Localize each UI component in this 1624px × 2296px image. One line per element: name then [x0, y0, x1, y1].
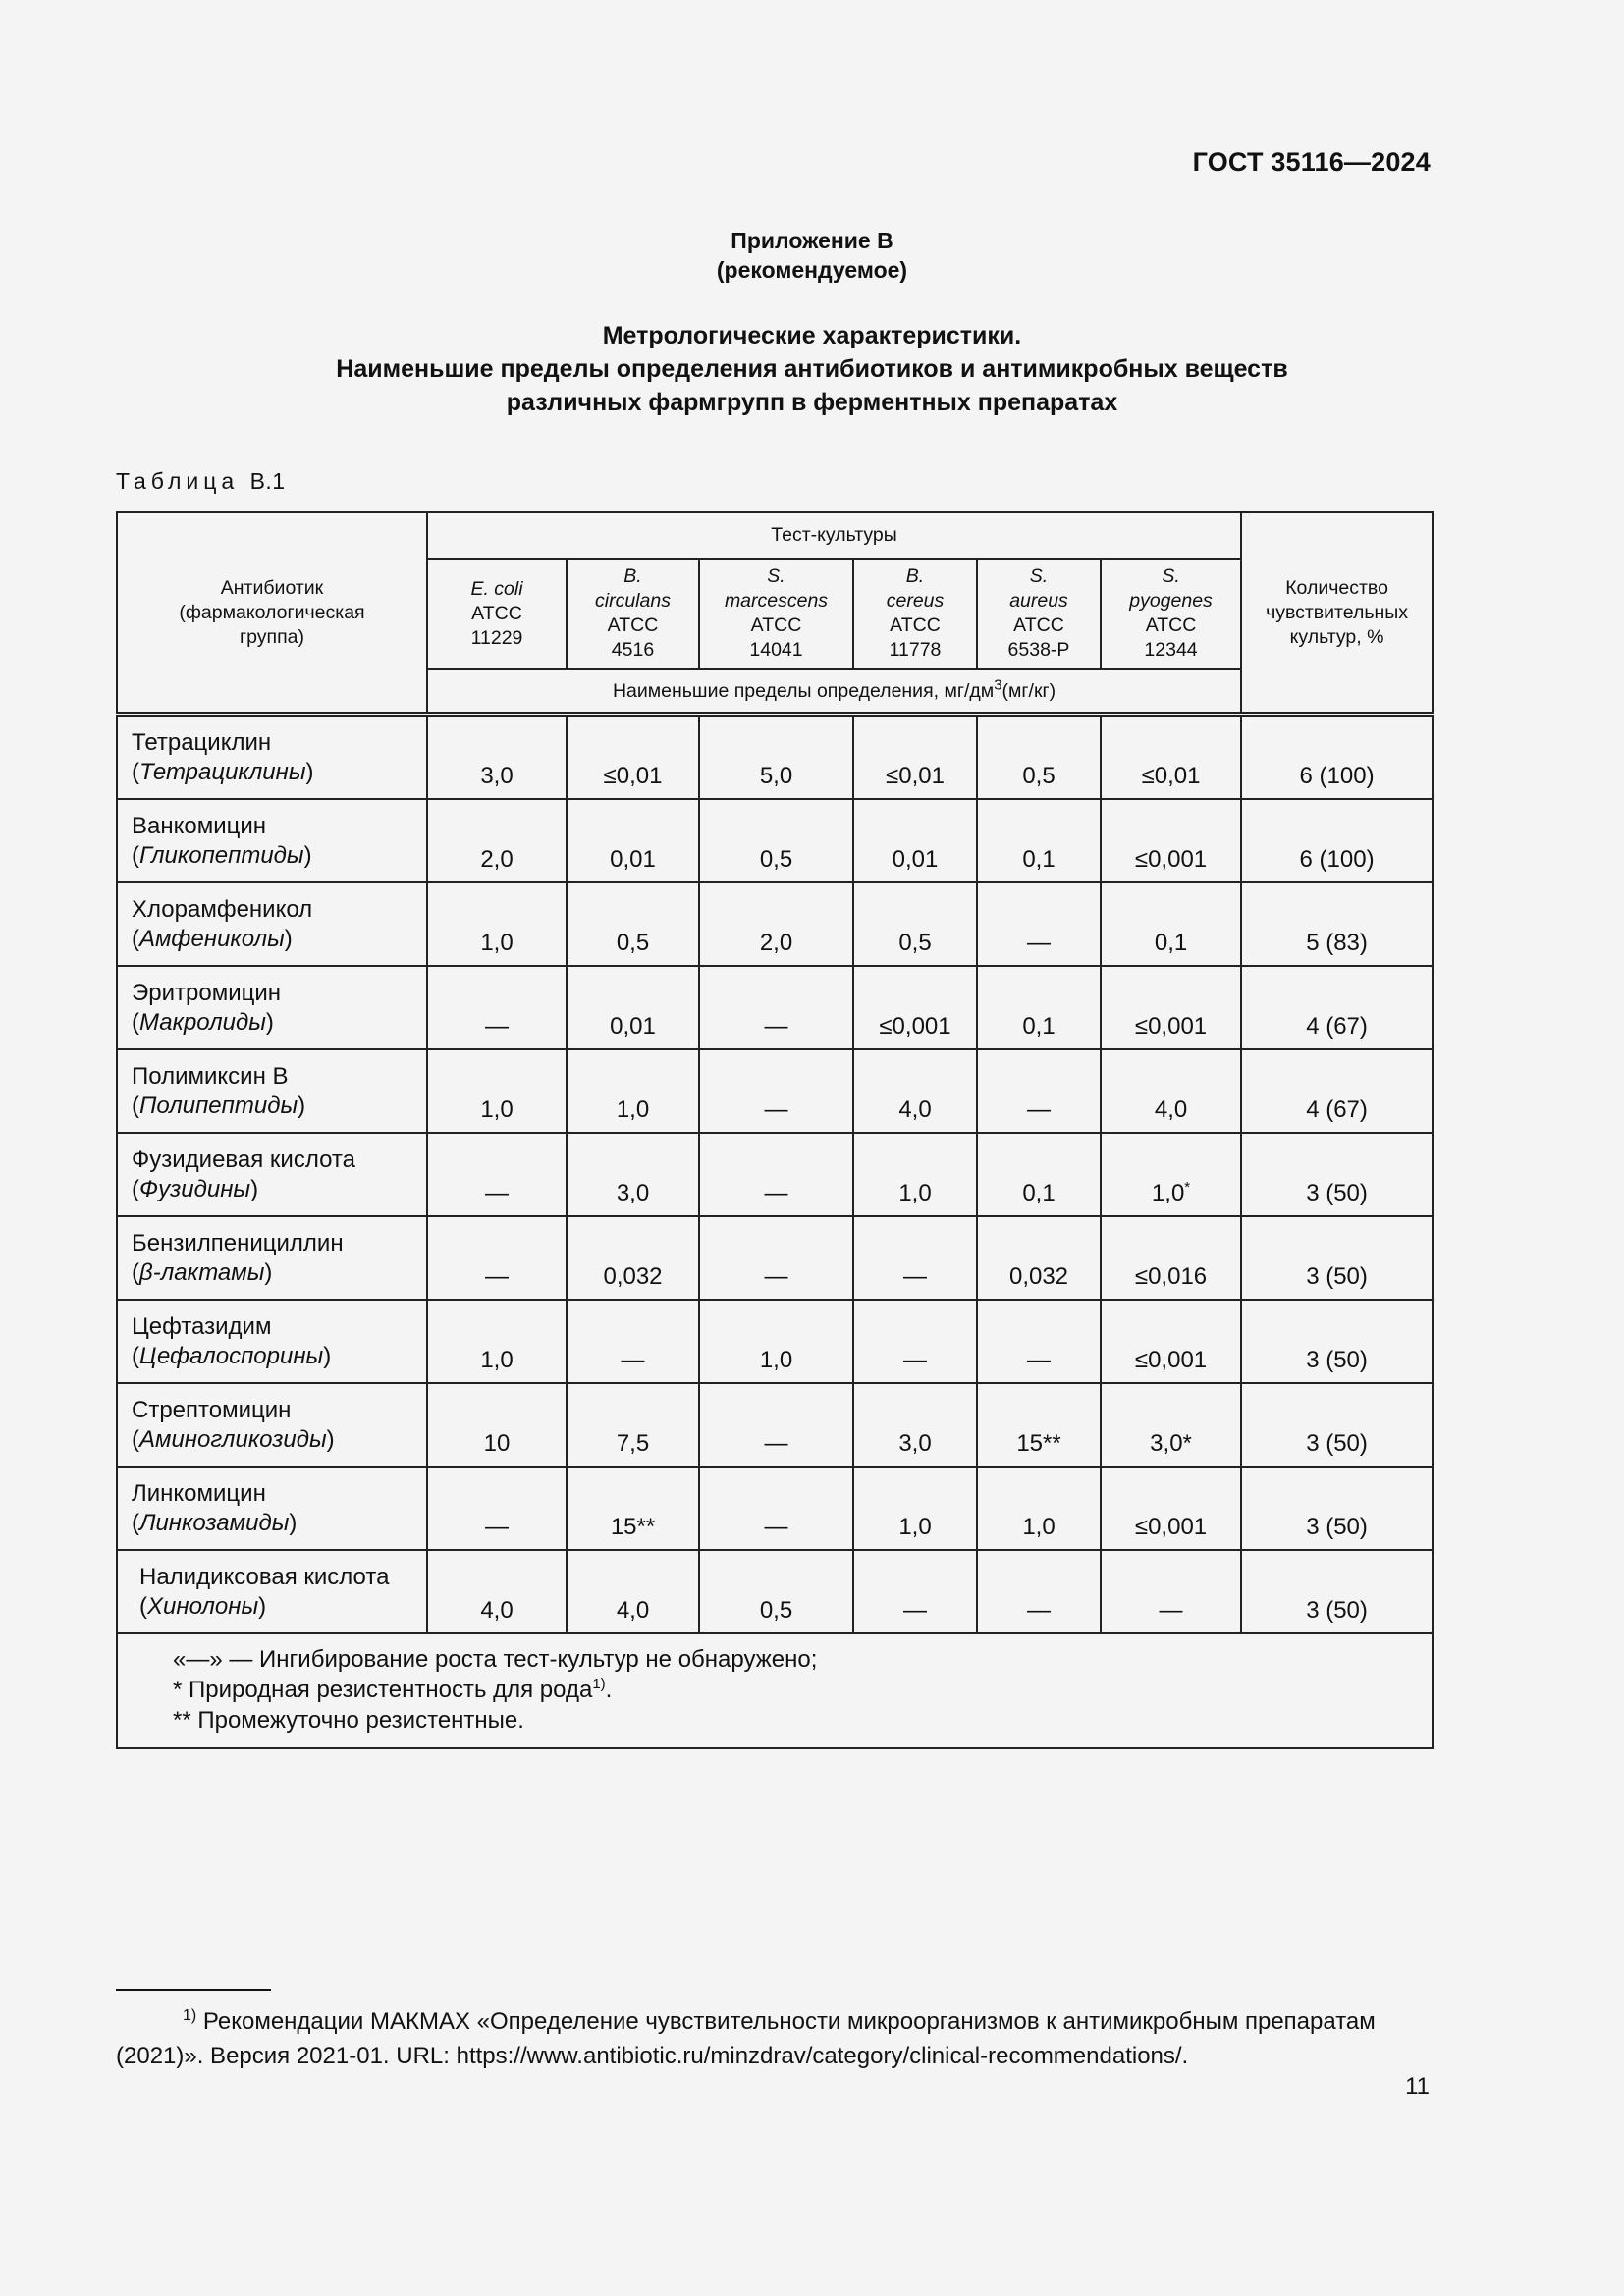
header-test-cultures: Тест-культуры: [427, 512, 1241, 559]
value-cell: [853, 1550, 977, 1633]
value-text: 1,0: [1022, 1514, 1056, 1540]
table-row: [117, 715, 1433, 800]
value-cell: [699, 1049, 853, 1133]
value-text: —: [764, 1180, 788, 1206]
value-cell: [1101, 1383, 1241, 1467]
table-notes-row: [117, 1633, 1433, 1748]
antibiotic-cell: [117, 1383, 427, 1467]
value-text: —: [764, 1514, 788, 1540]
value-cell: [427, 1133, 567, 1216]
value-cell: [853, 1383, 977, 1467]
value-text: 3,0: [616, 1180, 650, 1206]
value-cell: [977, 1133, 1101, 1216]
value-text: —: [1027, 1347, 1051, 1373]
culture-header-0: [427, 559, 567, 669]
value-text: —: [621, 1347, 645, 1373]
antibiotic-table: [116, 511, 1434, 1749]
value-cell: [567, 1550, 699, 1633]
table-row: [117, 1383, 1433, 1467]
value-cell: [977, 1300, 1101, 1383]
value-text: 7,5: [616, 1430, 650, 1457]
table-row: [117, 799, 1433, 882]
value-cell: [699, 799, 853, 882]
culture-atcc: ATCC: [890, 614, 941, 636]
value-cell: [977, 1049, 1101, 1133]
value-cell: [567, 715, 699, 800]
antibiotic-group-name: Хинолоны: [147, 1592, 259, 1620]
value-cell: [427, 1216, 567, 1300]
culture-header-1: [567, 559, 699, 669]
antibiotic-group-name: Линкозамиды: [139, 1509, 290, 1536]
value-text: —: [485, 1180, 509, 1206]
antibiotic-cell: [117, 966, 427, 1049]
value-text: 4,0: [898, 1096, 932, 1123]
count-cell: 4 (67): [1241, 1049, 1433, 1133]
antibiotic-cell: [117, 1133, 427, 1216]
value-cell: [1101, 1300, 1241, 1383]
value-text: 10: [483, 1430, 511, 1457]
antibiotic-cell: [117, 1550, 427, 1633]
antibiotic-cell: [117, 1300, 427, 1383]
value-cell: [1101, 1550, 1241, 1633]
value-cell: [977, 1216, 1101, 1300]
value-cell: [567, 1216, 699, 1300]
culture-header-5: [1101, 559, 1241, 669]
value-cell: [699, 1467, 853, 1550]
table-notes: [117, 1633, 1433, 1748]
value-cell: [853, 1300, 977, 1383]
antibiotic-group-name: Тетрациклины: [139, 758, 306, 785]
count-cell: 3 (50): [1241, 1216, 1433, 1300]
culture-atcc: ATCC: [607, 614, 659, 636]
section-title: [0, 319, 1624, 419]
antibiotic-group: (Цефалоспорины): [132, 1342, 332, 1369]
count-cell: 4 (67): [1241, 966, 1433, 1049]
antibiotic-group: (Полипептиды): [132, 1092, 306, 1119]
appendix-status: (рекомендуемое): [716, 257, 908, 283]
value-cell: [427, 799, 567, 882]
antibiotic-name: Эритромицин: [132, 979, 282, 1006]
value-text: 1,0: [898, 1514, 932, 1540]
value-cell: [1101, 1467, 1241, 1550]
value-cell: [853, 715, 977, 800]
value-text: ≤0,001: [1134, 1013, 1208, 1040]
table-row: [117, 1049, 1433, 1133]
value-text: —: [764, 1430, 788, 1457]
count-cell: 6 (100): [1241, 799, 1433, 882]
culture-genus: S.: [767, 565, 785, 587]
antibiotic-group-name: Аминогликозиды: [139, 1425, 327, 1453]
value-text: —: [1159, 1597, 1183, 1624]
antibiotic-name: Хлорамфеникол: [132, 895, 313, 923]
value-text: —: [903, 1263, 927, 1290]
value-cell: [699, 715, 853, 800]
note-dash: «—» — Ингибирование роста тест-культур не обнаружено;: [173, 1646, 818, 1673]
antibiotic-name: Бензилпенициллин: [132, 1229, 344, 1256]
value-text: 0,032: [1008, 1263, 1069, 1290]
antibiotic-name: Цефтазидим: [132, 1312, 272, 1340]
antibiotic-group-name: Гликопептиды: [139, 841, 304, 869]
culture-genus: S.: [1162, 565, 1180, 587]
value-cell: [853, 1216, 977, 1300]
value-text: —: [485, 1013, 509, 1040]
note-intermediate: ** Промежуточно резистентные.: [173, 1707, 524, 1734]
value-text: ≤0,001: [879, 1013, 951, 1040]
value-cell: [977, 1467, 1101, 1550]
value-cell: [977, 1550, 1101, 1633]
culture-num: 12344: [1144, 639, 1198, 661]
value-cell: [853, 1133, 977, 1216]
culture-atcc: ATCC: [1013, 614, 1064, 636]
antibiotic-group-name: β-лактамы: [139, 1258, 265, 1286]
value-text: —: [903, 1597, 927, 1624]
value-cell: [699, 1133, 853, 1216]
value-text: ≤0,01: [1141, 763, 1201, 789]
culture-num: 4516: [611, 639, 655, 661]
value-text: 4,0: [1154, 1096, 1188, 1123]
antibiotic-group: (Линкозамиды): [132, 1509, 298, 1536]
value-text: 0,1: [1022, 1013, 1056, 1040]
value-text: 1,0: [759, 1347, 793, 1373]
value-cell: [977, 715, 1101, 800]
value-text: 4,0: [616, 1597, 650, 1624]
value-cell: [699, 1300, 853, 1383]
count-cell: 3 (50): [1241, 1383, 1433, 1467]
value-text: 0,1: [1022, 846, 1056, 873]
value-cell: [427, 715, 567, 800]
culture-species: marcescens: [724, 590, 829, 612]
value-cell: [699, 1383, 853, 1467]
antibiotic-cell: [117, 715, 427, 800]
culture-num: 14041: [749, 639, 803, 661]
value-text: 0,5: [898, 930, 932, 956]
value-cell: [1101, 715, 1241, 800]
value-cell: [567, 1383, 699, 1467]
value-text: 1,0: [480, 930, 514, 956]
value-text: 15**: [1016, 1430, 1061, 1457]
value-text: 15**: [610, 1514, 656, 1540]
culture-genus: S.: [1029, 565, 1049, 587]
count-cell: 6 (100): [1241, 715, 1433, 800]
count-cell: 3 (50): [1241, 1300, 1433, 1383]
culture-atcc: ATCC: [1145, 614, 1197, 636]
value-text: 0,5: [759, 846, 793, 873]
value-cell: [699, 882, 853, 966]
table-caption-number: В.1: [249, 468, 286, 494]
antibiotic-group: (Амфениколы): [132, 925, 293, 952]
value-cell: [853, 882, 977, 966]
culture-species: aureus: [1009, 590, 1068, 612]
culture-atcc: ATCC: [471, 602, 522, 624]
count-cell: 5 (83): [1241, 882, 1433, 966]
value-text: —: [764, 1263, 788, 1290]
title-line-2: Наименьшие пределы определения антибиотиков и антимикробных веществ: [336, 355, 1288, 383]
value-text: 0,01: [892, 846, 939, 873]
value-text: 0,5: [759, 1597, 793, 1624]
value-text: ≤0,001: [1134, 1514, 1208, 1540]
value-text: 3,0: [480, 763, 514, 789]
culture-species: cereus: [886, 590, 945, 612]
antibiotic-group: (Тетрациклины): [132, 758, 314, 785]
value-text: 3,0: [898, 1430, 932, 1457]
value-text: 1,0: [898, 1180, 932, 1206]
value-text: —: [903, 1347, 927, 1373]
table-row: [117, 1300, 1433, 1383]
value-cell: [1101, 1049, 1241, 1133]
value-text: 5,0: [759, 763, 793, 789]
antibiotic-group-name: Полипептиды: [139, 1092, 298, 1119]
table-row: [117, 882, 1433, 966]
value-cell: [567, 1467, 699, 1550]
antibiotic-group-name: Амфениколы: [139, 925, 285, 952]
value-cell: [853, 1467, 977, 1550]
page-number: 11: [1405, 2073, 1430, 2100]
title-line-1: Метрологические характеристики.: [602, 322, 1022, 349]
table-row: [117, 1216, 1433, 1300]
antibiotic-group: (Хинолоны): [139, 1592, 267, 1620]
header-antibiotic: Антибиотик (фармакологическая группа): [117, 512, 427, 715]
value-cell: [567, 1133, 699, 1216]
value-cell: [1101, 966, 1241, 1049]
value-text: 0,01: [610, 1013, 656, 1040]
value-cell: [853, 966, 977, 1049]
culture-num: 11778: [889, 639, 942, 661]
table-row: [117, 1133, 1433, 1216]
appendix-title: Приложение В: [731, 228, 893, 253]
antibiotic-name: Линкомицин: [132, 1479, 266, 1507]
value-text: 1,0: [480, 1096, 514, 1123]
value-cell: [427, 1383, 567, 1467]
value-text: 3,0*: [1150, 1430, 1192, 1457]
value-cell: [567, 1049, 699, 1133]
value-text: ≤0,01: [603, 763, 663, 789]
value-text: 2,0: [480, 846, 514, 873]
header-units: Наименьшие пределы определения, $мг/дм^3(мг/кг)$: [427, 669, 1241, 715]
value-cell: [977, 799, 1101, 882]
culture-header-4: [977, 559, 1101, 669]
value-text: —: [485, 1514, 509, 1540]
antibiotic-group: (Гликопептиды): [132, 841, 312, 869]
note-natural-resistance: * Природная резистентность для рода$^{1)}$.: [173, 1676, 613, 1703]
antibiotic-name: Ванкомицин: [132, 812, 267, 839]
value-text: 2,0: [759, 930, 793, 956]
antibiotic-group: (Аминогликозиды): [132, 1425, 335, 1453]
value-cell: [427, 1049, 567, 1133]
value-text: 1,0: [1151, 1180, 1185, 1206]
value-text: ≤0,001: [1134, 846, 1208, 873]
value-cell: [977, 1383, 1101, 1467]
title-line-3: различных фармгрупп в ферментных препаратах: [506, 389, 1118, 416]
table-row: [117, 966, 1433, 1049]
culture-genus: B.: [623, 565, 642, 587]
antibiotic-cell: [117, 799, 427, 882]
value-text: —: [764, 1013, 788, 1040]
value-text: 0,5: [616, 930, 650, 956]
culture-num: 6538-P: [1007, 639, 1070, 661]
value-text: ≤0,01: [886, 763, 945, 789]
footnote-separator: [116, 1989, 271, 1991]
value-text: —: [485, 1263, 509, 1290]
value-cell: [699, 966, 853, 1049]
value-footnote-mark: *: [1184, 1179, 1191, 1196]
value-text: —: [1027, 1096, 1051, 1123]
culture-species: circulans: [595, 590, 671, 612]
value-text: 0,5: [1022, 763, 1056, 789]
value-text: 4,0: [480, 1597, 514, 1624]
value-cell: [1101, 1216, 1241, 1300]
culture-header-3: [853, 559, 977, 669]
antibiotic-group-name: Макролиды: [139, 1008, 266, 1036]
value-cell: [427, 1467, 567, 1550]
value-cell: [977, 966, 1101, 1049]
footnote: [116, 1999, 1432, 2073]
count-cell: 3 (50): [1241, 1467, 1433, 1550]
value-text: 1,0: [480, 1347, 514, 1373]
value-text: 0,1: [1022, 1180, 1056, 1206]
culture-genus: B.: [905, 565, 925, 587]
antibiotic-cell: [117, 1216, 427, 1300]
antibiotic-group-name: Цефалоспорины: [139, 1342, 324, 1369]
count-cell: 3 (50): [1241, 1133, 1433, 1216]
value-cell: [427, 882, 567, 966]
antibiotic-name: Стрептомицин: [132, 1396, 292, 1423]
culture-header-2: [699, 559, 853, 669]
antibiotic-name: Полимиксин В: [132, 1062, 289, 1090]
value-cell: [853, 799, 977, 882]
value-cell: [977, 882, 1101, 966]
value-cell: [567, 966, 699, 1049]
header-count: Количество чувствительных культур, %: [1241, 512, 1433, 715]
value-cell: [427, 1300, 567, 1383]
culture-atcc: ATCC: [750, 614, 802, 636]
value-text: ≤0,001: [1134, 1347, 1208, 1373]
antibiotic-cell: [117, 1467, 427, 1550]
antibiotic-name: Тетрациклин: [132, 728, 272, 756]
culture-genus: E. coli: [470, 577, 523, 600]
value-text: 0,1: [1154, 930, 1188, 956]
value-text: —: [1027, 1597, 1051, 1624]
value-cell: [567, 882, 699, 966]
value-cell: [1101, 799, 1241, 882]
antibiotic-cell: [117, 882, 427, 966]
value-text: ≤0,016: [1134, 1263, 1208, 1290]
culture-species: pyogenes: [1129, 590, 1213, 612]
value-cell: [853, 1049, 977, 1133]
value-text: —: [1027, 930, 1051, 956]
antibiotic-name: Налидиксовая кислота: [139, 1563, 390, 1590]
value-cell: [567, 1300, 699, 1383]
document-code: ГОСТ 35116—2024: [1192, 147, 1431, 177]
table-row: [117, 1550, 1433, 1633]
antibiotic-cell: [117, 1049, 427, 1133]
antibiotic-group: (Фузидины): [132, 1175, 259, 1202]
antibiotic-group: (β-лактамы): [132, 1258, 273, 1286]
value-cell: [567, 799, 699, 882]
count-cell: 3 (50): [1241, 1550, 1433, 1633]
value-text: 0,01: [610, 846, 656, 873]
antibiotic-group: (Макролиды): [132, 1008, 274, 1036]
value-cell: [427, 966, 567, 1049]
table-row: [117, 1467, 1433, 1550]
value-text: 0,032: [603, 1263, 663, 1290]
value-cell: [427, 1550, 567, 1633]
value-text: —: [764, 1096, 788, 1123]
value-text: 1,0: [616, 1096, 650, 1123]
culture-num: 11229: [470, 626, 523, 649]
value-cell: [1101, 882, 1241, 966]
antibiotic-name: Фузидиевая кислота: [132, 1146, 355, 1173]
footnote-text: Рекомендации МАКМАХ «Определение чувствительности микроорганизмов к антимикробным препаратам (2021)». Версия 2021-01. URL: https://www.antibiotic.ru/minzdrav/category/clinical-recommendations/.: [116, 2008, 1376, 2069]
value-cell: [699, 1216, 853, 1300]
table-caption: [116, 468, 286, 495]
appendix-heading: [0, 226, 1624, 285]
value-cell: [1101, 1133, 1241, 1216]
antibiotic-group-name: Фузидины: [139, 1175, 251, 1202]
table-caption-word: Таблица: [116, 468, 240, 494]
footnote-mark: 1): [183, 2007, 197, 2024]
value-cell: [699, 1550, 853, 1633]
